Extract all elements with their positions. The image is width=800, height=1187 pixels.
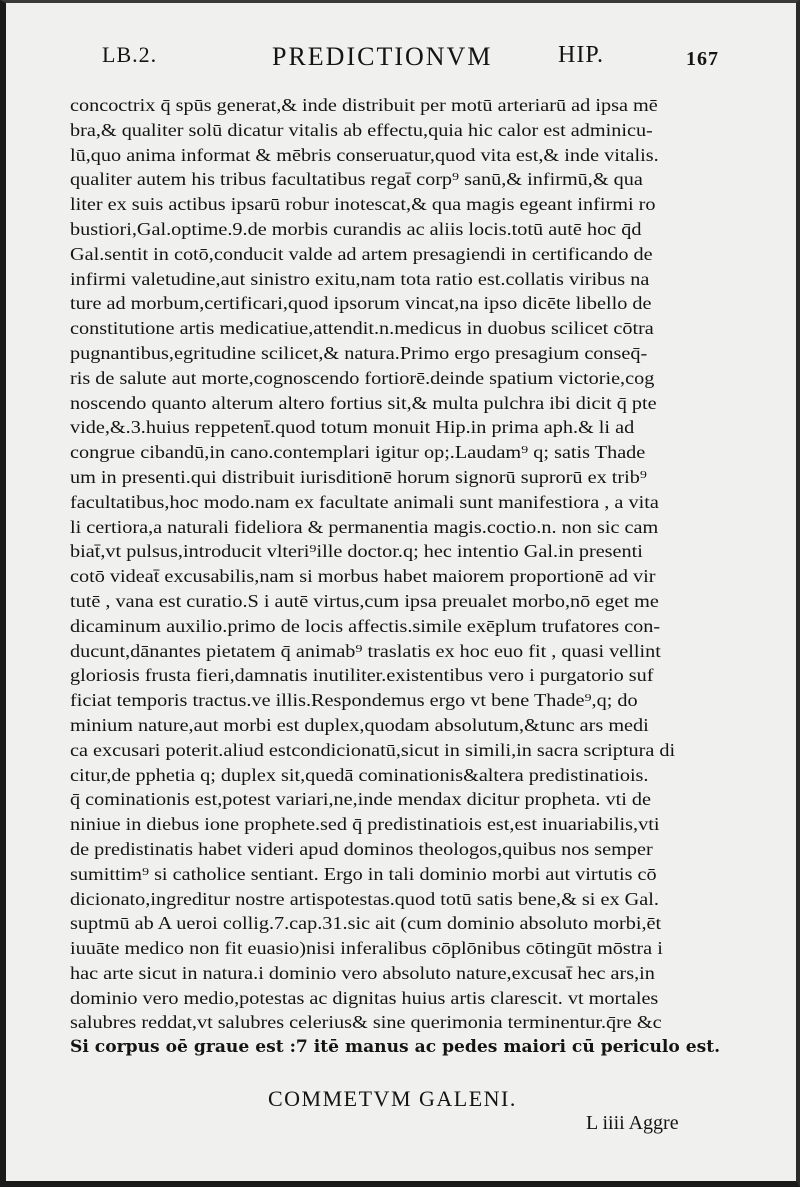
commentary-text (70, 93, 720, 1060)
text-line: bustiori,Gal.optime.9.de morbis curandis ac aliis locis.totū autē hoc q̄d (70, 218, 642, 239)
text-line: congrue cibandū,in cano.contemplari igitur op;.Laudam⁹ q; satis Thade (70, 442, 646, 463)
text-line: salubres reddat,vt salubres celerius& sine querimonia terminentur.q̄re &c (70, 1012, 662, 1033)
text-line: iuuāte medico non fit euasio)nisi inferalibus cōplōnibus cōtingūt mōstra i (70, 938, 663, 959)
text-line: qualiter autem his tribus facultatibus regat̄ corp⁹ sanū,& infirmū,& qua (70, 169, 643, 190)
text-line: ducunt,dānantes pietatem q̄ animab⁹ traslatis ex hoc euo fit , quasi vellint (70, 640, 661, 661)
text-line: ca excusari poterit.aliud estcondicionatū,sicut in simili,in sacra scriptura di (70, 739, 676, 760)
text-line: lū,quo anima informat & mēbris conseruatur,quod vita est,& inde vitalis. (70, 144, 659, 165)
text-line: noscendo quanto alterum altero fortius sit,& multa pulchra ibi dicit q̄ pte (70, 392, 657, 413)
text-line: q̄ cominationis est,potest variari,ne,inde mendax dicitur propheta. vti de (70, 789, 651, 810)
header-book-number: LB.2. (102, 42, 158, 67)
running-header (100, 42, 720, 78)
header-title: PREDICTIONVM (272, 42, 493, 71)
text-line: vide,&.3.huius reppetent̄.quod totum monuit Hip.in prima aph.& li ad (70, 417, 635, 438)
text-line: cotō videat̄ excusabilis,nam si morbus habet maiorem proportionē ad vir (70, 566, 656, 587)
text-line: liter ex suis actibus ipsarū robur inotescat,& qua magis egeant infirmi ro (70, 194, 656, 215)
text-line: tutē , vana est curatio.S i autē virtus,cum ipsa preualet morbo,nō eget me (70, 590, 659, 611)
text-line: ture ad morbum,certificari,quod ipsorum vincat,na ipso dicēte libello de (70, 293, 652, 314)
text-line: um in presenti.qui distribuit iurisditionē horum signorū suprorū ex trib⁹ (70, 466, 647, 487)
text-line: biat̄,vt pulsus,introducit vlteri⁹ille doctor.q; hec intentio Gal.in presenti (70, 541, 643, 562)
section-title: COMMETVM GALENI. (268, 1086, 517, 1111)
gothic-lemma-line: Si corpus oē graue est :7 itē manus ac pedes maiori cū periculo est. (70, 1037, 720, 1057)
header-author: HIP. (558, 42, 605, 68)
text-line: dicionato,ingreditur nostre artispotestas.quod totū satis bene,& si ex Gal. (70, 888, 659, 909)
text-line: ris de salute aut morte,cognoscendo fortiorē.deinde spatium victorie,cog (70, 367, 655, 388)
text-line: Gal.sentit in cotō,conducit valde ad artem presagiendi in certificando de (70, 243, 653, 264)
text-line: niniue in diebus ione prophete.sed q̄ predistinatiois est,est inuariabilis,vti (70, 814, 660, 835)
text-line: suptmū ab A ueroi collig.7.cap.31.sic ait (cum dominio absoluto morbi,ēt (70, 913, 662, 934)
text-line: concoctrix q̄ spūs generat,& inde distribuit per motū arteriarū ad ipsa mē (70, 95, 658, 115)
text-line: hac arte sicut in natura.i dominio vero absoluto nature,excusat̄ hec ars,in (70, 962, 655, 983)
text-line: pugnantibus,egritudine scilicet,& natura.Primo ergo presagium conseq̄- (70, 342, 648, 363)
text-line: dicaminum auxilio.primo de locis affectis.simile exēplum trufatores con- (70, 615, 661, 636)
text-line: dominio vero medio,potestas ac dignitas huius artis clarescit. vt mortales (70, 987, 659, 1008)
text-line: infirmi valetudine,aut sinistro exitu,nam tota ratio est.collatis viribus na (70, 268, 650, 289)
text-line: constitutione artis medicatiue,attendit.n.medicus in duobus scilicet cōtra (70, 318, 654, 339)
text-line: de predistinatis habet videri apud dominos theologos,quibus nos semper (70, 838, 653, 859)
folio-number: 167 (686, 48, 719, 70)
text-line: li certiora,a naturali fideliora & permanentia magis.coctio.n. non sic cam (70, 516, 659, 537)
text-line: sumittim⁹ si catholice sentiant. Ergo in tali dominio morbi aut virtutis cō (70, 863, 657, 884)
text-line: ficiat temporis tractus.ve illis.Respondemus ergo vt bene Thade⁹,q; do (70, 690, 638, 711)
text-line: gloriosis frusta fieri,damnatis inutiliter.existentibus vero i purgatorio suf (70, 665, 654, 686)
text-line: citur,de pphetia q; duplex sit,quedā cominationis&altera predistinatiois. (70, 764, 649, 785)
text-line: bra,& qualiter solū dicatur vitalis ab effectu,quia hic calor est adminicu- (70, 119, 653, 140)
catchword: L iiii Aggre (586, 1112, 679, 1134)
text-line: facultatibus,hoc modo.nam ex facultate animali sunt manifestiora , a vita (70, 491, 659, 512)
text-line: minium nature,aut morbi est duplex,quodam absolutum,&tunc ars medi (70, 714, 649, 735)
